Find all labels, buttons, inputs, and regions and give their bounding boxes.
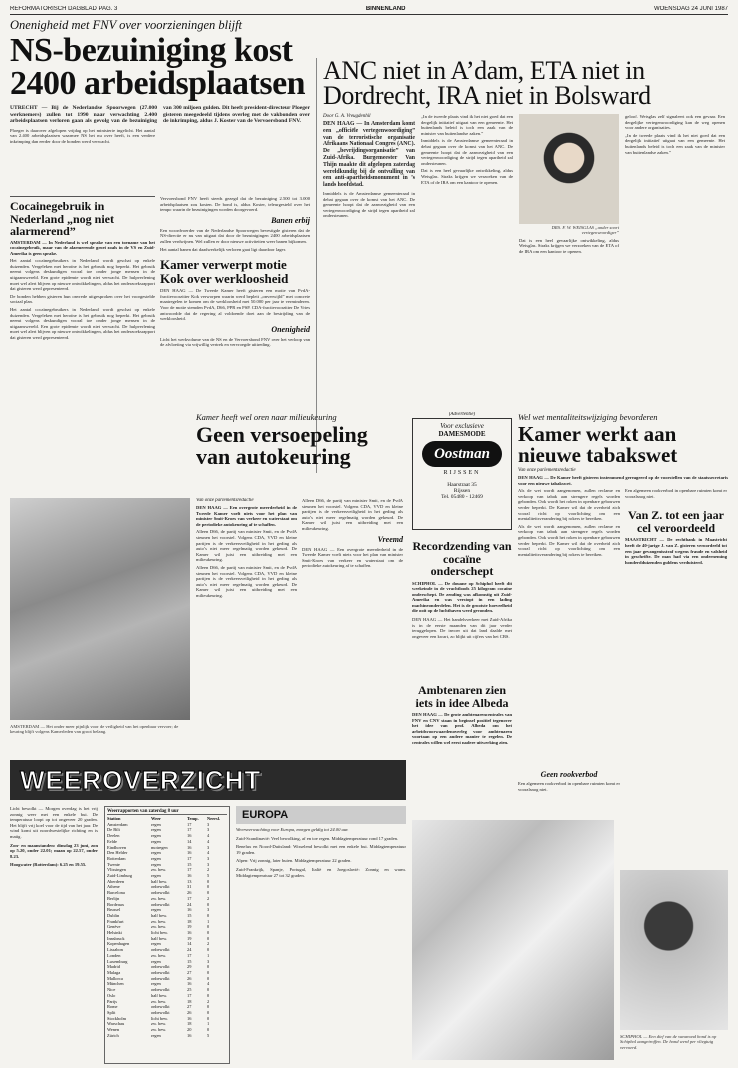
weather-table-cell: Bordeaux <box>107 901 125 907</box>
weather-table-cell: 4 <box>207 838 210 844</box>
anc-article <box>316 58 728 473</box>
tabak-lead: DEN HAAG — De Kamer heeft gisteren instemmend gereageerd op de voorstellen van de staatssecretaris voor een nieuwe tabakswet. <box>518 475 728 486</box>
weather-table-cell: 3 <box>207 827 210 833</box>
weather-table-cell: 15 <box>187 958 192 964</box>
autokeuring-article <box>196 412 404 492</box>
weather-table-cell: Genève <box>107 924 121 930</box>
ns-quote: Vervoersbond FNV heeft steeds gezegd dat de bezuiniging 2.500 tot 3.000 arbeidsplaatsen zou kosten. De bond is, aldus Koster, teleurgesteld over het tempo waarin de bezuinigingen worden doorgevoerd. <box>160 196 310 213</box>
weather-table-cell: 0 <box>207 969 210 975</box>
weather-table-title: Weerrapporten van zaterdag 8 uur <box>107 809 227 815</box>
weather-table-cell: 29 <box>187 964 192 970</box>
weather-table-cell: Wenen <box>107 1027 120 1033</box>
ns-body1-repeat: Het aantal cocaïnegebruikers in Nederland wordt geschat op enkele duizenden. Vergeleken met heroïne is het gebruik nog beperkt. Het gebruik neemt volgens deskundigen vooral toe onder jonge mensen in de uitgaanswereld. Een grote epidemie wordt niet verwacht. De hulpverlening moet wel alert blijven op nieuwe ontwikkelingen, aldus het onderzoeksrapport dat gisteren werd gepresenteerd. <box>10 307 155 340</box>
weather-table-cell: Aberdeen <box>107 878 125 884</box>
weather-table-cell: 3 <box>207 844 210 850</box>
weather-table-cell: 3 <box>207 861 210 867</box>
autokeuring-byline: Van onze parlementsredactie <box>196 498 254 503</box>
weather-table-cell: 17 <box>187 855 192 861</box>
weather-table-cell: 5 <box>207 1032 210 1038</box>
weather-table-cell: 0 <box>207 878 210 884</box>
tabak-body2: Een algemeen rookverbod in openbare ruimten komt er vooralsnog niet. <box>518 781 620 792</box>
weather-table-cell: 15 <box>187 912 192 918</box>
weather-table-cell: 3 <box>207 958 210 964</box>
cocaine-body: Het aantal cocaïnegebruikers in Nederland wordt geschat op enkele duizenden. Vergeleken met heroïne is het gebruik nog beperkt. Het gebruik neemt volgens deskundigen vooral toe onder jonge mensen in de uitgaanswereld. Een grote epidemie wordt niet verwacht. De hulpverlening moet wel alert blijven op nieuwe ontwikkelingen, aldus het onderzoeksrapport dat gisteren werd gepresenteerd. <box>10 258 155 292</box>
weather-table-cell: licht bew. <box>151 930 169 936</box>
weather-sun-moon: Zon- en maanstanden: dinsdag 23 juni, zon op 5.20, onder 22.01; maan op 22.57, onder 8.23. <box>10 842 98 859</box>
autokeuring-kicker: Kamer heeft wel oren naar milieukeuring <box>196 412 337 422</box>
dog-photo <box>620 870 728 1030</box>
weather-table-cell: onbewolkt <box>151 987 170 993</box>
weather-title: WEEROVERZICHT <box>20 764 262 795</box>
tabak-body: Als de wet wordt aangenomen, zullen reclame en verkoop van tabak aan strengere regels worden gebonden. Ook wordt het roken in openbare gebouwen verder beperkt. De Kamer wil dat de overheid zich vooral richt op voorlichting om een mentaliteitsverandering bij rokers te bereiken. <box>518 488 620 522</box>
weather-table-cell: onbewolkt <box>151 1009 170 1015</box>
weather-table-cell: Neersl. <box>207 816 221 821</box>
weather-table-cell: 0 <box>207 1009 210 1015</box>
weather-table-cell: half bew. <box>151 992 168 998</box>
weather-table-cell: 4 <box>207 833 210 839</box>
weather-table-cell: Den Helder <box>107 850 128 856</box>
weather-table-cell: 26 <box>187 890 192 896</box>
weather-table-cell: Temp. <box>187 816 199 821</box>
weather-table-cell: regen <box>151 958 161 964</box>
weather-banner <box>10 760 406 800</box>
onenigheid-subhead: Onenigheid <box>271 324 310 334</box>
weather-table-cell: 3 <box>207 855 210 861</box>
section-name: BINNENLAND <box>365 6 406 12</box>
europe-benelux: Benelux en Noord-Duitsland: Wisselend bewolkt met een enkele bui. Middagtemperatuur 19 graden. <box>236 844 406 855</box>
anc-body4: Dat is een heel gevaarlijke ontwikkeling, aldus Weisglas. Straks krijgen we verzoeken van de ETA of de IRA om een kantoor te openen. <box>519 237 619 254</box>
tabak-headline: Kamer werkt aan nieuwe tabakswet <box>518 422 678 467</box>
weather-table-cell: Amsterdam <box>107 821 128 827</box>
weather-table-cell: 24 <box>187 901 192 907</box>
weather-table-cell: 26 <box>187 975 192 981</box>
page-header <box>10 6 728 15</box>
weather-table-cell: 1 <box>207 1021 210 1027</box>
anc-body1: Inmiddels is de Amsterdamse gemeenteraad in debat gegaan over de komst van het ANC. De gemeente hoopt dat de aanwezigheid van een vertegenwoordiging de strijd tegen apartheid zal ondersteunen. <box>323 190 415 219</box>
weather-table-cell: 2 <box>207 895 210 901</box>
weather-table-cell: München <box>107 981 124 987</box>
tabak-byline: Van onze parlementsredactie <box>518 468 576 473</box>
weather-table-cell: Mallorca <box>107 975 123 981</box>
weather-table-cell: 31 <box>187 884 192 890</box>
anc-body4-b: Dat is een heel gevaarlijke ontwikkeling, aldus Weisglas. Straks krijgen we verzoeken van de ETA of de IRA om een kantoor te openen. <box>421 168 513 185</box>
weather-table-cell: regen <box>151 833 161 839</box>
ad-phone: Tel. 05480 - 12469 <box>441 494 483 500</box>
weather-table-cell: 17 <box>187 992 192 998</box>
weather-table-cell: 25 <box>187 987 192 993</box>
weather-table-cell: regen <box>151 838 161 844</box>
weather-table-cell: 16 <box>187 873 192 879</box>
weather-table-cell: zw. bew. <box>151 895 167 901</box>
anc-body2-b: „In de tweede plaats vind ik het niet goed dat een dergelijk initiatief uitgaat van een gemeente. Het buitenlands beleid is toch een zaak van de minister van buitenlandse zaken.” <box>625 132 725 155</box>
record-article <box>412 540 512 680</box>
ambtenaren-body: DEN HAAG — De grote ambtenarencentrales van FNV en CNV staan in beginsel positief tegenover het idee van prof. Albeda om het arbeidsvoorwaardenoverleg voor ambtenaren voortaan op een andere manier te regelen. De centrales willen wel eerst nadere uitwerking zien. <box>412 712 512 745</box>
europe-forecast <box>236 806 406 1064</box>
ambtenaren-article <box>412 684 512 814</box>
ns-subhead: Banen erbij <box>271 215 310 225</box>
weather-table-cell: Luxemburg <box>107 958 128 964</box>
weather-table-cell: 0 <box>207 947 210 953</box>
weisglas-caption: DRS. F. W. WEISGLAS „ander soort vertegenwoordiger” <box>551 225 619 236</box>
weather-table-cell: Innsbruck <box>107 935 125 941</box>
weather-table-cell: 14 <box>187 941 192 947</box>
ambtenaren-headline: Ambtenaren zien iets in idee Albeda <box>415 684 509 710</box>
ns-body3: Een woordvoerder van de Nederlandse Spoorwegen bevestigde gisteren dat de NS-directie er nu van uitgaat dat door de bezuinigingen 2400 arbeidsplaatsen zullen verdwijnen. Wel zullen er door nieuwe activiteiten weer banen bijkomen. <box>160 227 310 244</box>
weather-table-cell: onbewolkt <box>151 947 170 953</box>
anc-byline: Door G. A. Vreugdenhil <box>323 114 371 119</box>
cocaine-headline: Cocainegebruik in Nederland „nog niet alarmerend” <box>10 199 115 238</box>
weather-table-cell: 14 <box>187 838 192 844</box>
anc-body1-b: Inmiddels is de Amsterdamse gemeenteraad in debat gegaan over de komst van het ANC. De gemeente hoopt dat de aanwezigheid van een vertegenwoordiging de strijd tegen apartheid zal ondersteunen. <box>421 138 513 166</box>
weather-table-cell: De Bilt <box>107 827 120 833</box>
weather-table-cell: Stockholm <box>107 1015 127 1021</box>
weather-table-cell: 16 <box>187 907 192 913</box>
weather-table-cell: 1 <box>207 918 210 924</box>
weather-table-cell: 0 <box>207 987 210 993</box>
weather-table-cell: Deelen <box>107 833 120 839</box>
autokeuring-text-2: Alleen D66, de partij van minister Smit, en de PvdA steunen het voorstel. Volgens CDA, VVD en kleine partijen is de verkeersveiligheid in het geding als auto’s niet meer regelmatig worden gekeurd. De Kamer wil juist een uitbreiding met een milieukeuring. <box>196 564 297 598</box>
weather-table-cell: Zuid-Limburg <box>107 873 133 879</box>
weather-table-cell: 16 <box>187 833 192 839</box>
weather-table-cell: Eindhoven <box>107 844 127 850</box>
weather-table-cell: half bew. <box>151 912 168 918</box>
weather-table-cell: motregen <box>151 844 168 850</box>
vreemd-subhead: Vreemd <box>377 534 403 544</box>
autokeuring-body <box>196 498 404 743</box>
weather-table-cell: onbewolkt <box>151 975 170 981</box>
weather-table-body <box>107 816 227 1038</box>
weather-table-cell: onbewolkt <box>151 884 170 890</box>
weather-table <box>104 806 230 1064</box>
weather-table-cell: zw. bew. <box>151 952 167 958</box>
weather-table-cell: 24 <box>187 947 192 953</box>
tabak-body-3: Een algemeen rookverbod in openbare ruimten komt er vooralsnog niet. <box>625 488 727 499</box>
weather-table-cell: 17 <box>187 952 192 958</box>
vanz-body: MAASTRICHT — De rechtbank in Maastricht heeft de 40-jarige J. van Z. gisteren veroordeeld tot een jaar gevangenisstraf wegens fraude en valsheid in geschrifte. De man had via een onderneming honderdduizenden guldens verduisterd. <box>625 537 727 565</box>
weather-table-cell: Eelde <box>107 838 117 844</box>
weather-table-cell: Parijs <box>107 998 118 1004</box>
vanz-headline: Van Z. tot een jaar cel veroordeeld <box>628 508 724 536</box>
weather-table-cell: regen <box>151 821 161 827</box>
autokeuring-headline: Geen versoepeling van autokeuring <box>196 422 368 469</box>
tabak-body-2: Als de wet wordt aangenomen, zullen reclame en verkoop van tabak aan strengere regels worden gebonden. Ook wordt het roken in openbare gebouwen verder beperkt. De Kamer wil dat de overheid zich vooral richt op voorlichting om een mentaliteitsverandering bij rokers te bereiken. <box>518 523 620 557</box>
anc-body2: „In de tweede plaats vind ik het niet goed dat een dergelijk initiatief uitgaat van een gemeente. Het buitenlands beleid is toch een zaak van de minister van buitenlandse zaken.” <box>421 114 513 136</box>
weather-table-cell: 27 <box>187 969 192 975</box>
weather-text: Licht bewolkt — Morgen overdag is het vrij zonnig weer met een enkele bui. De temperatuur loopt op tot ongeveer 20 graden. Het blijft vrij koel voor de tijd van het jaar. De wind komt uit noordwestelijke richting en is matig. <box>10 806 98 839</box>
weather-table-cell: regen <box>151 850 161 856</box>
weather-table-cell: 2 <box>207 998 210 1004</box>
weather-table-cell: 0 <box>207 1015 210 1021</box>
weather-table-cell: regen <box>151 981 161 987</box>
weather-table-cell: onbewolkt <box>151 964 170 970</box>
handel-body: DEN HAAG — Het handelsverkeer met Zuid-Afrika is in de eerste maanden van dit jaar verder teruggelopen. De invoer uit dat land daalde met ongeveer een kwart, zo blijkt uit cijfers van het CBS. <box>412 617 512 639</box>
weather-table-cell: regen <box>151 861 161 867</box>
weather-table-cell: Brussel <box>107 907 121 913</box>
weather-table-cell: 18 <box>187 918 192 924</box>
kamer-kok-body: DEN HAAG — De Tweede Kamer heeft gisteren een motie van PvdA-fractievoorzitter Kok verworpen waarin werd bepleit „onverwijld” met concrete maatregelen te komen om de werkloosheid met 50.000 per jaar te verminderen. Voor de motie stemden PvdA, D66, PPR en PSP. CDA-fractievoorzitter De Vries antwoordde dat de regering al voldoende doet aan de bestrijding van de werkloosheid. <box>160 288 310 322</box>
weather-table-cell: regen <box>151 941 161 947</box>
weather-table-cell: zw. bew. <box>151 1027 167 1033</box>
weather-table-cell: 26 <box>187 1009 192 1015</box>
ad-line2: DAMESMODE <box>438 430 486 438</box>
weather-table-cell: Berlijn <box>107 895 120 901</box>
weather-table-row <box>107 1033 227 1039</box>
europe-scand: Zuid-Scandinavië: Veel bewolking, af en toe regen. Middagtemperatuur rond 17 graden. <box>236 835 399 841</box>
weather-forecast <box>10 806 98 1064</box>
weather-table-cell: 19 <box>187 924 192 930</box>
record-headline: Recordzending van cocaïne onderschept <box>412 540 512 578</box>
ns-body5: Licht het werkvolume van de NS en de Vervoersbond FNV over het verloop van de afvloeiing via vrijwillig vertrek en vervroegde uittreding. <box>160 336 310 348</box>
weather-table-cell: zw. bew. <box>151 924 167 930</box>
autokeuring-text-4: DEN HAAG — Een overgrote meerderheid in de Tweede Kamer voelt niets voor het plan van minister Smit-Kroes van verkeer en waterstaat om de periodieke autokeuring af te schaffen. <box>302 546 403 569</box>
autokeuring-text: Alleen D66, de partij van minister Smit, en de PvdA steunen het voorstel. Volgens CDA, VVD en kleine partijen is de verkeersveiligheid in het geding als auto’s niet meer regelmatig worden gekeurd. De Kamer wil juist een uitbreiding met een milieukeuring. <box>196 529 297 563</box>
ns-lead: UTRECHT — Bij de Nederlandse Spoorwegen (27.000 werknemers) zullen tot 1990 naar verwachting 2.400 arbeidsplaatsen verloren gaan als gevolg van de bezuiniging van 300 miljoen gulden. Dit heeft president-directeur Ploeger gisteren meegedeeld tijdens overleg met de vakbonden over de inkrimping, aldus J. Koster van de Vervoersbond FNV. <box>10 105 310 125</box>
weather-table-cell: Twente <box>107 861 120 867</box>
weather-table-cell: Madrid <box>107 964 120 970</box>
weather-table-cell: zw. bew. <box>151 918 167 924</box>
cocaine-lead: AMSTERDAM — In Nederland is wel sprake van een toename van het cocaïnegebruik, maar van de alarmerende groei zoals in de VS en Zuid-Amerika is geen sprake. <box>10 239 155 256</box>
weather-table-cell: 0 <box>207 935 210 941</box>
weather-table-cell: Rome <box>107 1004 118 1010</box>
weather-table-cell: 0 <box>207 890 210 896</box>
weather-table-cell: 16 <box>187 844 192 850</box>
weather-table-cell: 0 <box>207 964 210 970</box>
weather-table-cell: zw. bew. <box>151 867 167 873</box>
tabak-article <box>518 412 728 767</box>
weisglas-photo <box>519 114 619 224</box>
weather-table-cell: 16 <box>187 850 192 856</box>
weather-table-cell: Station <box>107 816 121 821</box>
weather-table-cell: Zürich <box>107 1032 119 1038</box>
weather-table-cell: 2 <box>207 867 210 873</box>
weather-table-cell: Frankfurt <box>107 918 124 924</box>
weather-table-cell: 17 <box>187 827 192 833</box>
weather-table-cell: Rotterdam <box>107 855 126 861</box>
weather-table-cell: 13 <box>187 878 192 884</box>
page-date: WOENSDAG 24 JUNI 1987 <box>653 6 728 12</box>
weather-table-cell: 19 <box>187 935 192 941</box>
dog-caption: SCHIPHOL — Een dief van de vanavond hond is op Schiphol aangetroffen. De hond werd per vliegtuig vervoerd. <box>620 1034 717 1050</box>
traffic-photo <box>10 498 190 720</box>
weather-table-cell: 16 <box>187 981 192 987</box>
weather-table-cell: 1 <box>207 952 210 958</box>
europe-alps: Alpen: Vrij zonnig, later buien. Middagtemperatuur 22 graden. <box>236 858 352 864</box>
ad-line1: Voor exclusieve <box>440 422 484 430</box>
autokeuring-lead: DEN HAAG — Een overgrote meerderheid in de Tweede Kamer voelt niets voor het plan van minister Smit-Kroes van verkeer en waterstaat om de periodieke autokeuring af te schaffen. <box>196 505 297 527</box>
weather-table-cell: half bew. <box>151 935 168 941</box>
weather-table-cell: Helsinki <box>107 930 122 936</box>
weather-table-cell: 4 <box>207 850 210 856</box>
cocaine-article <box>10 196 155 511</box>
weather-table-cell: 16 <box>187 1015 192 1021</box>
weather-table-cell: onbewolkt <box>151 890 170 896</box>
weather-table-cell: Oslo <box>107 992 116 998</box>
weather-table-cell: 0 <box>207 975 210 981</box>
paper-name: REFORMATORISCH DAGBLAD PAG. 3 <box>10 6 118 12</box>
weather-table-cell: Malaga <box>107 969 121 975</box>
weather-table-cell: Dublin <box>107 912 120 918</box>
weather-table-cell: 0 <box>207 930 210 936</box>
weather-table-cell: onbewolkt <box>151 1004 170 1010</box>
ns-body1: Ploeger is daarover afgelopen vrijdag op het ministerie ingelicht. Het aantal van 2.400 arbeidsplaatsen waarmee NS het nu over heeft, is een verdere inkrimping dan eerder door de bonden werd verwacht. <box>10 127 155 144</box>
europe-intro: Weersverwachting voor Europa, morgen geldig tot 24.00 uur. <box>236 827 349 832</box>
ns-kicker: Onenigheid met FNV over voorzieningen blijft <box>10 18 243 32</box>
weather-table-cell: Londen <box>107 952 121 958</box>
weather-table-cell: 16 <box>187 1032 192 1038</box>
weather-table-cell: Athene <box>107 884 120 890</box>
record-body: SCHIPHOL — De douane op Schiphol heeft dit weekeinde in de vrachtloods 25 kilogram cocaïne onderschept. De zending was afkomstig uit Zuid-Amerika en was verstopt in een lading machineonderdelen. Het is de grootste hoeveelheid die ooit op de luchthaven werd gevonden. <box>412 580 512 614</box>
ad-city: RIJSSEN <box>443 470 481 476</box>
ad-label: (Advertentie) <box>448 412 476 417</box>
tabak-kicker: Wel wet mentaliteitswijziging bevorderen <box>518 412 658 422</box>
weather-table-cell: zw. bew. <box>151 1021 167 1027</box>
weather-table-cell: 17 <box>187 895 192 901</box>
weather-table-cell: regen <box>151 855 161 861</box>
weather-table-cell: zw. bew. <box>151 998 167 1004</box>
weather-table-cell: 0 <box>207 1004 210 1010</box>
weather-table-cell: Warschau <box>107 1021 125 1027</box>
rookverbod-subhead: Geen rookverbod <box>540 770 598 779</box>
ad-address: Haarstraat 35 <box>447 482 477 488</box>
weather-table-cell: regen <box>151 873 161 879</box>
weather-table-cell: Nice <box>107 987 116 993</box>
anc-lead: DEN HAAG — In Amsterdam komt een „officiële vertegenwoordiging” van de terroristische organisatie Afrikaans Nationaal Congres (ANC). De „bevrijdingsorganisatie” van Zuid-Afrika. Burgemeester Van Thijn maakte dit afgelopen zaterdag wereldkundig bij de ontvulling van een anti-apartheidsmonument in ’s lands hoofdstad. <box>323 121 415 189</box>
weather-table-cell: 16 <box>187 930 192 936</box>
weather-table-cell: 0 <box>207 1027 210 1033</box>
weather-table-cell: Lissabon <box>107 947 123 953</box>
anc-body3: geloof. Weisglas zelf signaleert ook een gevaar. Een dergelijke vertegenwoordiging kan de weg openen voor andere organisaties. <box>625 114 725 131</box>
weather-table-cell: 4 <box>207 981 210 987</box>
weather-table-cell: regen <box>151 907 161 913</box>
europe-south: Zuid-Frankrijk, Spanje, Portugal, Italië en Joegoslavië: Zonnig en warm. Middagtemperatuur 27 tot 32 graden. <box>236 866 406 878</box>
weather-table-cell: Vlissingen <box>107 867 126 873</box>
weather-table-cell: 17 <box>187 867 192 873</box>
weather-table-cell: 0 <box>207 901 210 907</box>
weather-table-cell: 27 <box>187 1004 192 1010</box>
weather-table-cell: 15 <box>187 861 192 867</box>
ad-town: Rijssen <box>453 488 471 494</box>
weather-table-cell: Kopenhagen <box>107 941 130 947</box>
weather-table-cell: half bew. <box>151 878 168 884</box>
advertisement <box>412 412 512 534</box>
europe-title: EUROPA <box>236 806 406 824</box>
ns-body4: Het aantal banen dat daadwerkelijk verloren gaat ligt daardoor lager. <box>160 246 287 252</box>
weather-table-cell: 3 <box>207 907 210 913</box>
traffic-caption: AMSTERDAM — Het onder meer pijnlijk voor de veiligheid van het openbaar vervoer; de keuring blijft volgens Kamerleden van groot belang. <box>10 724 179 735</box>
ns-headline: NS-bezuiniging kost 2400 arbeidsplaatsen <box>10 32 306 102</box>
weather-table-cell: 17 <box>187 821 192 827</box>
weather-table-cell: licht bew. <box>151 1015 169 1021</box>
anc-headline: ANC niet in A’dam, ETA niet in Dordrecht, IRA niet in Bolsward <box>323 58 651 110</box>
weather-table-cell: regen <box>151 1032 161 1038</box>
weather-table-cell: 0 <box>207 992 210 998</box>
weather-table-cell: Split <box>107 1009 116 1015</box>
weather-table-cell: regen <box>151 827 161 833</box>
weather-table-cell: 18 <box>187 998 192 1004</box>
ad-logo: Oostman <box>422 441 502 467</box>
weather-table-cell: 20 <box>187 1027 192 1033</box>
weather-table-cell: 2 <box>207 941 210 947</box>
weather-table-cell: 5 <box>207 873 210 879</box>
weather-table-cell: 0 <box>207 884 210 890</box>
weather-table-cell: onbewolkt <box>151 969 170 975</box>
ns-article <box>10 18 310 193</box>
weather-table-cell: 18 <box>187 1021 192 1027</box>
autokeuring-text-3: Alleen D66, de partij van minister Smit, en de PvdA steunen het voorstel. Volgens CDA, VVD en kleine partijen is de verkeersveiligheid in het geding als auto’s niet meer regelmatig worden gekeurd. De Kamer wil juist een uitbreiding met een milieukeuring. <box>302 498 403 531</box>
weather-table-cell: onbewolkt <box>151 901 170 907</box>
weather-table-cell: Barcelona <box>107 890 125 896</box>
weather-table-cell: 3 <box>207 821 210 827</box>
documents-photo <box>412 820 614 1060</box>
kamer-kok-headline: Kamer verwerpt motie Kok over werkloosheid <box>160 257 289 287</box>
weather-table-cell: 0 <box>207 912 210 918</box>
weather-tide: Hoogwater (Rotterdam): 6.25 en 19.55. <box>10 862 87 868</box>
ns-body2: De bonden hebben gisteren hun onvrede uitgesproken over het voorgestelde sociaal plan. <box>10 293 155 305</box>
weather-table-cell: Weer <box>151 816 161 821</box>
weather-table-cell: 0 <box>207 924 210 930</box>
